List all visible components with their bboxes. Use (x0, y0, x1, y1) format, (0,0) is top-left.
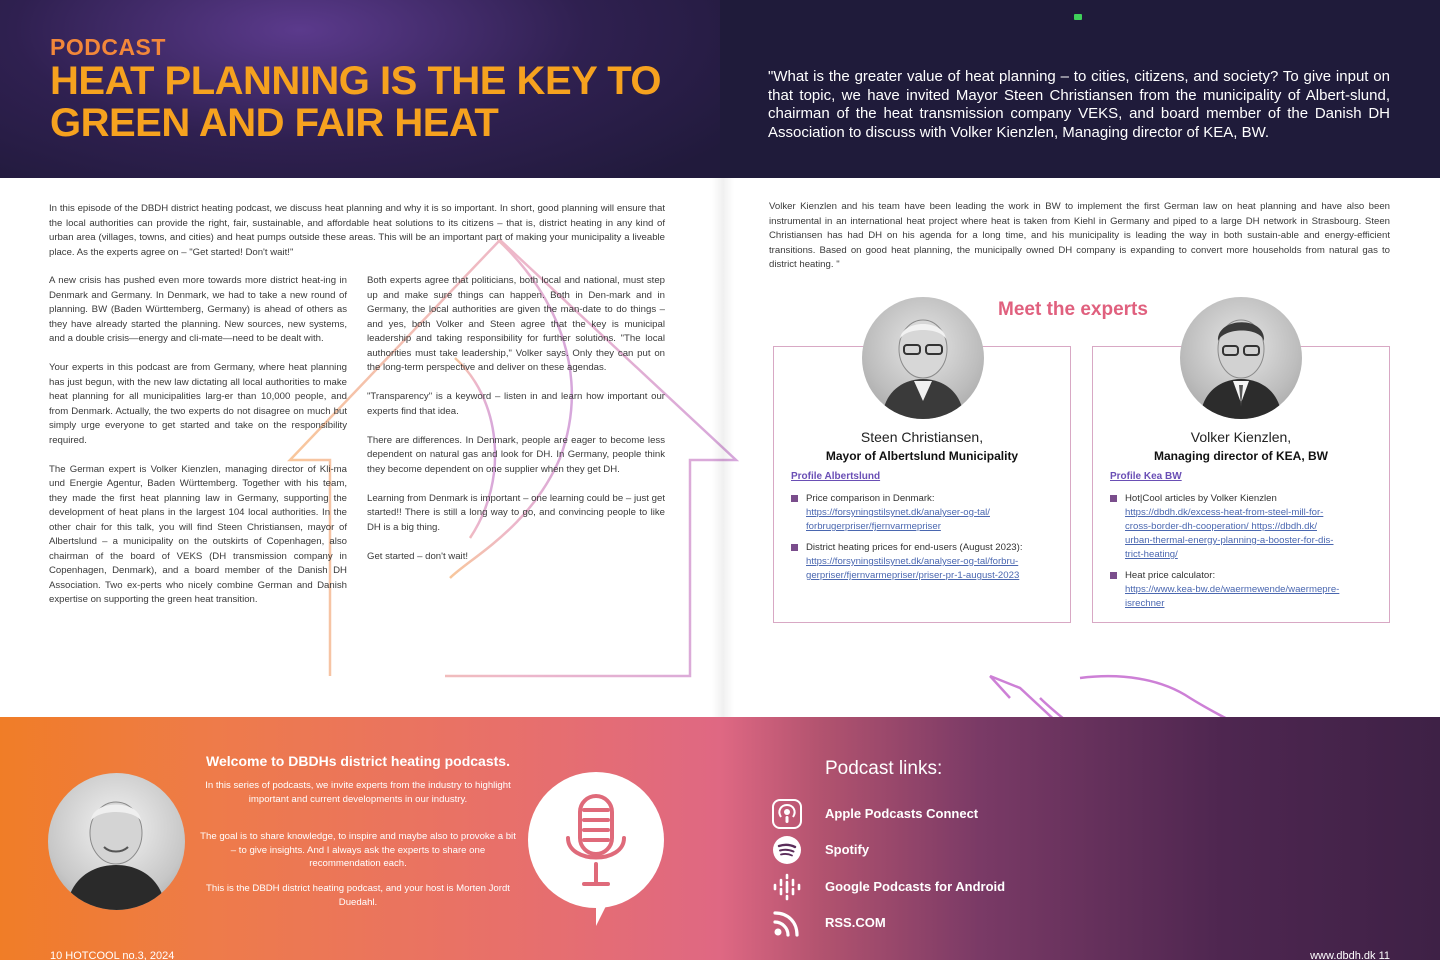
podcast-link-rss[interactable] (772, 908, 1072, 938)
link-hotcool-articles[interactable]: https://dbdh.dk/excess-heat-from-steel-mill-for- (1125, 507, 1324, 518)
link-hotcool-articles[interactable]: trict-heating/ (1125, 549, 1178, 560)
paragraph: Get started – don't wait! (367, 550, 469, 562)
bullet-label: District heating prices for end-users (August 2023): (806, 542, 1023, 553)
welcome-paragraph: In this series of podcasts, we invite experts from the industry to highlight important and current developments in our industry. (205, 780, 511, 805)
podcast-links-title: Podcast links: (825, 758, 943, 779)
link-heat-price-calculator[interactable]: isrechner (1125, 598, 1165, 609)
page-gutter (712, 178, 734, 718)
lead-quote: "What is the greater value of heat planning – to cities, citizens, and society? To give input on that topic, we have invited Mayor Steen Christiansen from the municipality of Albert-slund, chairman of the heat transmission company VEKS, and board member of the Danish DH Association to discuss with Volker Kienzlen, Managing director of KEA, BW. (768, 68, 1390, 141)
microphone-badge (528, 772, 664, 908)
expert-portrait-volker (1180, 297, 1302, 419)
paragraph: A new crisis has pushed even more towards more district heat-ing in Denmark and Germany. In Denmark, we had to take a new round of planning. BW (Baden Württemberg, Germany) is ahead of others as they have already started the planning. New sources, new systems, and a double crisis—energy and cli-mate—need to be dealt with. (49, 275, 347, 344)
welcome-paragraph: This is the DBDH district heating podcast, and your host is Morten Jordt Duedahl. (206, 883, 510, 908)
bullet-square-icon (791, 495, 798, 502)
speech-bubble-tail (596, 890, 614, 926)
intro-paragraph: In this episode of the DBDH district heating podcast, we discuss heat planning and why it is so important. In short, good planning will ensure that the local authorities can provide the right, fair, sustainable, and affordable heat solutions to its citizens – that is, district heating in any kind of urban area (villages, towns, and cities) and heat pumps outside these areas. This will be an important part of making your municipality a liveable place. As the experts agree on – "Get started! Don't wait!" (49, 203, 665, 258)
bullet-item (791, 541, 1059, 583)
left-column-1 (49, 274, 347, 622)
bullet-square-icon (791, 544, 798, 551)
bullet-item (791, 492, 1059, 534)
podcast-link-google[interactable] (772, 872, 1072, 902)
welcome-paragraph: The goal is to share knowledge, to inspire and maybe also to provoke a bit – to give insights. And I always ask the experts to share one recommendation each. (200, 831, 516, 869)
right-intro-paragraph: Volker Kienzlen and his team have been leading the work in BW to implement the first German law on heat planning and have also been instrumental in an international heat project where heat is taken from Kiehl in Germany and piped to a large DH network in Strasbourg. Steen Christiansen has had DH on his agenda for a long time, and his municipality is leading the way in both sustain-able and energy-efficient transitions. Based on good heat planning, the municipally owned DH company is expanding to convert more households from natural gas to district heating. " (769, 201, 1390, 270)
expert-role: Managing director of KEA, BW (1154, 449, 1328, 463)
spotify-icon (772, 835, 802, 865)
page-number-left: 10 HOTCOOL no.3, 2024 (50, 950, 175, 960)
podcast-link-label: RSS.COM (825, 915, 886, 930)
left-column-2 (367, 274, 665, 579)
meet-the-experts-heading: Meet the experts (998, 299, 1148, 320)
paragraph: "Transparency" is a keyword – listen in and learn how important our experts find that idea. (367, 391, 665, 417)
page-number-right: www.dbdh.dk 11 (1310, 950, 1390, 960)
paragraph: There are differences. In Denmark, people are eager to become less dependent on natural gas and look for DH. In Germany, people think they become dependent on one supplier when they get DH. (367, 434, 665, 475)
podcast-link-apple[interactable] (772, 799, 1072, 829)
welcome-title: Welcome to DBDHs district heating podcasts. (206, 753, 510, 769)
host-portrait (48, 773, 185, 910)
link-price-comparison[interactable]: forbrugerpriser/fjernvarmepriser (806, 521, 941, 532)
bullet-label: Heat price calculator: (1125, 570, 1216, 581)
podcast-link-label: Apple Podcasts Connect (825, 806, 979, 821)
profile-link-kea-bw[interactable]: Profile Kea BW (1110, 471, 1182, 482)
expert-portrait-steen (862, 297, 984, 419)
bullet-label: Hot|Cool articles by Volker Kienzlen (1125, 493, 1277, 504)
bullet-square-icon (1110, 495, 1117, 502)
page-title: HEAT PLANNING IS THE KEY TO GREEN AND FAIR HEAT (50, 59, 662, 145)
paragraph: Your experts in this podcast are from Germany, where heat planning has just begun, with the new law dictating all local authorities to make heat planning for all municipalities larg-er than 10,000 people, and from Denmark. Actually, the two experts do not disagree on much but simply urge everyone to get started and take on the responsibility required. (49, 362, 347, 446)
podcast-link-spotify[interactable] (772, 835, 1072, 865)
expert-role: Mayor of Albertslund Municipality (825, 449, 1019, 463)
expert-name: Steen Christiansen, (860, 429, 984, 445)
paragraph: The German expert is Volker Kienzlen, managing director of Kli-ma und Energie Agentur, Baden Württemberg. Together with his team, they made the first heat planning law in Germany, supporting the development of heat plans in the largest 104 local authorities. In the other chair for this talk, you will find Steen Christiansen, mayor of Albertslund – a municipality on the outskirts of Copenhagen, also chairman of the board of VEKS (DH transmission company in Copenhagen, Denmark), and a board member of the Danish DH Association. Two ex-perts who nicely combine German and Danish expertise on supporting the green heat transition. (49, 463, 347, 605)
link-hotcool-articles[interactable]: urban-thermal-energy-planning-a-booster-for-dis- (1125, 535, 1334, 546)
paragraph: Learning from Denmark is important – one learning could be – just get started!! There is still a long way to go, and convincing people to like DH is a big thing. (367, 492, 665, 533)
apple-podcasts-icon (772, 799, 802, 829)
link-hotcool-articles[interactable]: cross-border-dh-cooperation/ https://dbdh.dk/ (1125, 521, 1317, 532)
link-heat-price-calculator[interactable]: https://www.kea-bw.de/waermewende/waermepre- (1125, 584, 1340, 595)
link-price-comparison[interactable]: https://forsyningstilsynet.dk/analyser-og-tal/ (806, 507, 990, 518)
profile-link-albertslund[interactable]: Profile Albertslund (791, 471, 881, 482)
rss-icon (772, 908, 802, 938)
marker-dot (1074, 14, 1082, 20)
podcast-link-label: Google Podcasts for Android (825, 879, 1006, 894)
podcast-link-label: Spotify (825, 842, 870, 857)
expert-name: Volker Kienzlen, (1190, 429, 1292, 445)
google-podcasts-icon (772, 872, 802, 902)
link-dh-prices[interactable]: gerpriser/fjernvarmepriser/priser-pr-1-august-2023 (806, 570, 1020, 581)
link-dh-prices[interactable]: https://forsyningstilsynet.dk/analyser-og-tal/forbru- (806, 556, 1019, 567)
paragraph: Both experts agree that politicians, both local and national, must step up and make sure things can happen. Both in Den-mark and in Germany, the local authorities are given the man-date to do things – and yes, both Volker and Steen agree that the key is municipal leadership and taking responsibility for further solutions. "The local authorities must take leadership," Volker says. Only they can put on the long-term perspective and deliver on these agendas. (367, 275, 665, 373)
section-kicker: PODCAST (50, 34, 166, 60)
microphone-icon (528, 772, 664, 908)
bullet-square-icon (1110, 572, 1117, 579)
bullet-label: Price comparison in Denmark: (806, 493, 935, 504)
bullet-item (1110, 569, 1378, 611)
bullet-item (1110, 492, 1378, 562)
